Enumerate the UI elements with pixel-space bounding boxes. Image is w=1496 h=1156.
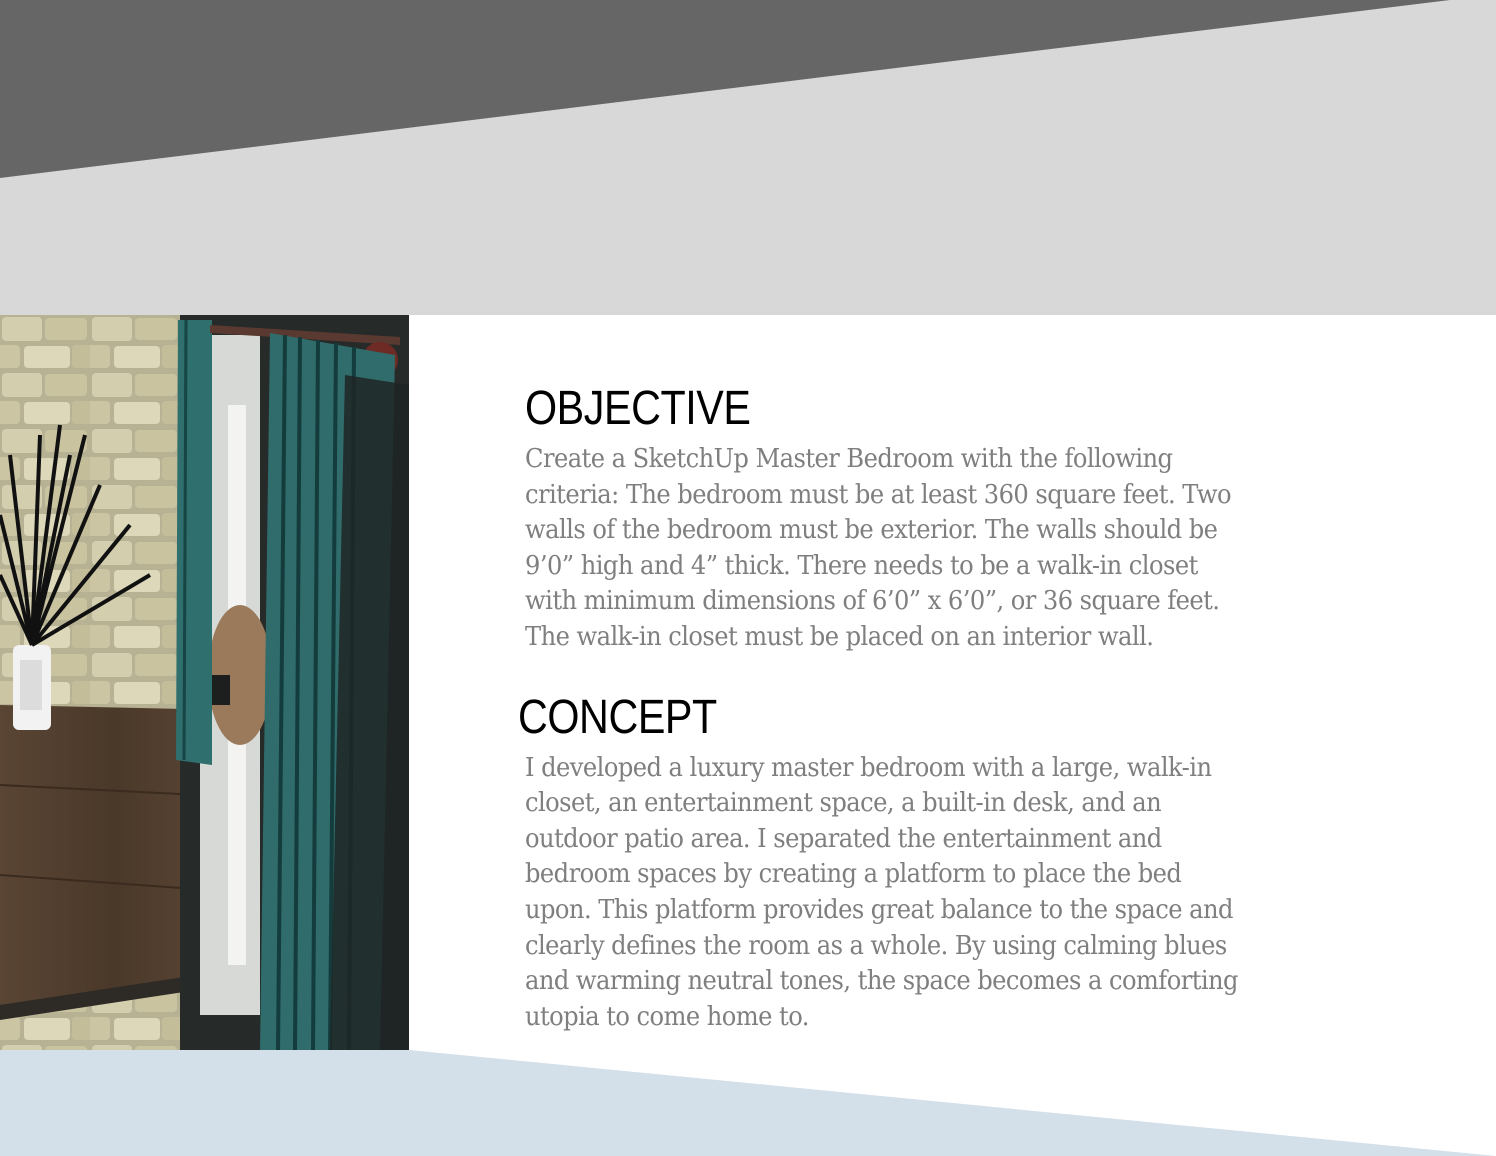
concept-line: upon. This platform provides great balance to the space and <box>525 894 1233 925</box>
concept-heading: CONCEPT <box>518 690 717 744</box>
concept-line: utopia to come home to. <box>525 1001 809 1032</box>
concept-line: outdoor patio area. I separated the entertainment and <box>525 823 1162 854</box>
objective-body <box>525 442 1395 656</box>
concept-line: bedroom spaces by creating a platform to place the bed <box>525 859 1182 890</box>
objective-line: with minimum dimensions of 6’0” x 6’0”, or 36 square feet. <box>525 586 1220 617</box>
concept-line: clearly defines the room as a whole. By using calming blues <box>525 930 1227 961</box>
text-column <box>516 380 1396 1035</box>
concept-line: and warming neutral tones, the space becomes a comforting <box>525 966 1238 997</box>
concept-body <box>525 751 1395 1036</box>
concept-line: I developed a luxury master bedroom with a large, walk-in <box>525 752 1212 783</box>
objective-line: walls of the bedroom must be exterior. The walls should be <box>525 515 1218 546</box>
objective-line: Create a SketchUp Master Bedroom with the following <box>525 444 1173 474</box>
objective-line: 9’0” high and 4” thick. There needs to be a walk-in closet <box>525 550 1198 581</box>
objective-line: The walk-in closet must be placed on an interior wall. <box>525 621 1154 652</box>
objective-line: criteria: The bedroom must be at least 360 square feet. Two <box>525 479 1232 510</box>
objective-heading: OBJECTIVE <box>525 382 751 435</box>
concept-line: closet, an entertainment space, a built-in desk, and an <box>525 788 1162 819</box>
bedroom-render-image <box>0 315 409 1050</box>
